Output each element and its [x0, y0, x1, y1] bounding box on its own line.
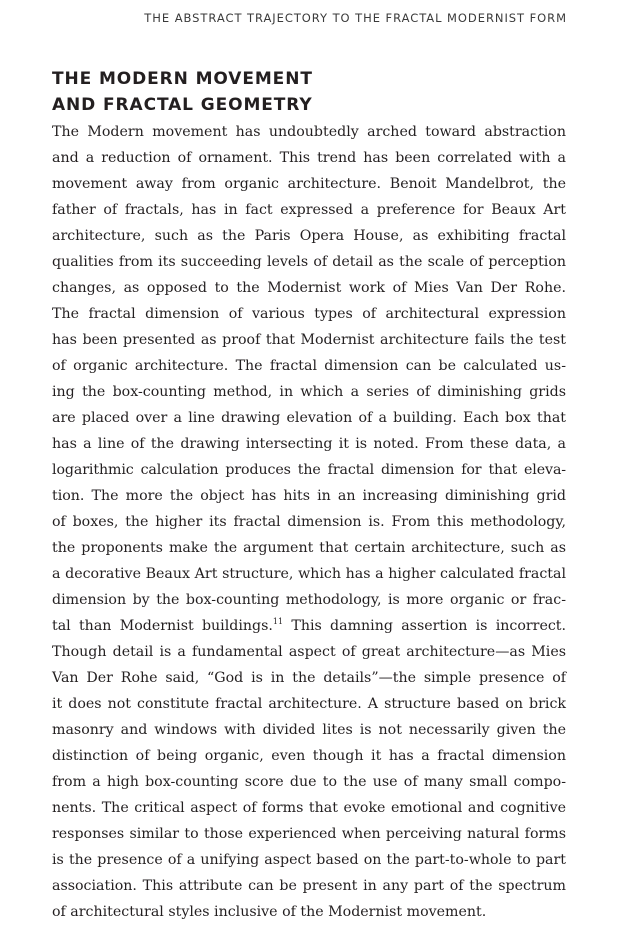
body-line: changes, as opposed to the Modernist work of Mies Van Der Rohe. [52, 280, 566, 297]
body-line: Van Der Rohe said, “God is in the details”—the simple presence of [52, 670, 566, 687]
body-line: masonry and windows with divided lites is not necessarily given the [52, 722, 566, 739]
body-line: dimension by the box-counting methodology, is more organic or frac- [52, 592, 566, 609]
footnote-reference: 11 [272, 617, 284, 627]
body-line-with-footnote [52, 613, 566, 639]
body-line-last: of architectural styles inclusive of the Modernist movement. [52, 904, 487, 921]
body-line-text-continued: This damning assertion is incorrect. [283, 618, 566, 635]
body-line: has a line of the drawing intersecting it is noted. From these data, a [52, 436, 566, 453]
section-title [52, 66, 313, 118]
body-line: The fractal dimension of various types of architectural expression [52, 306, 566, 323]
body-line-text: tal than Modernist buildings. [52, 618, 273, 635]
body-line: are placed over a line drawing elevation of a building. Each box that [52, 410, 566, 427]
body-line: has been presented as proof that Modernist architecture fails the test [52, 332, 566, 349]
body-line: nents. The critical aspect of forms that evoke emotional and cognitive [52, 800, 566, 817]
body-line: logarithmic calculation produces the fractal dimension for that eleva- [52, 462, 566, 479]
body-line: ing the box-counting method, in which a series of diminishing grids [52, 384, 566, 401]
section-title-line-2: AND FRACTAL GEOMETRY [52, 95, 313, 115]
body-paragraph [52, 119, 566, 925]
body-line: qualities from its succeeding levels of detail as the scale of perception [52, 254, 566, 271]
body-line: Though detail is a fundamental aspect of great architecture—as Mies [52, 644, 566, 661]
body-line: and a reduction of ornament. This trend has been correlated with a [52, 150, 566, 167]
body-line: father of fractals, has in fact expressed a preference for Beaux Art [52, 202, 566, 219]
body-line: it does not constitute fractal architecture. A structure based on brick [52, 696, 566, 713]
body-line: a decorative Beaux Art structure, which has a higher calculated fractal [52, 566, 566, 583]
body-line: The Modern movement has undoubtedly arched toward abstraction [52, 124, 566, 140]
body-line: of boxes, the higher its fractal dimension is. From this methodology, [52, 514, 566, 531]
body-line: responses similar to those experienced when perceiving natural forms [52, 826, 566, 843]
body-line: is the presence of a unifying aspect based on the part-to-whole to part [52, 852, 566, 869]
running-head: THE ABSTRACT TRAJECTORY TO THE FRACTAL MODERNIST FORM [144, 11, 567, 25]
body-line: association. This attribute can be present in any part of the spectrum [52, 878, 566, 895]
body-line: the proponents make the argument that certain architecture, such as [52, 540, 566, 557]
body-line: of organic architecture. The fractal dimension can be calculated us- [52, 358, 566, 375]
body-line: architecture, such as the Paris Opera House, as exhibiting fractal [52, 228, 566, 245]
body-line: tion. The more the object has hits in an increasing diminishing grid [52, 488, 566, 505]
section-title-line-1: THE MODERN MOVEMENT [52, 69, 313, 89]
body-line: from a high box-counting score due to the use of many small compo- [52, 774, 566, 791]
body-line: distinction of being organic, even though it has a fractal dimension [52, 748, 566, 765]
body-line: movement away from organic architecture. Benoit Mandelbrot, the [52, 176, 566, 193]
